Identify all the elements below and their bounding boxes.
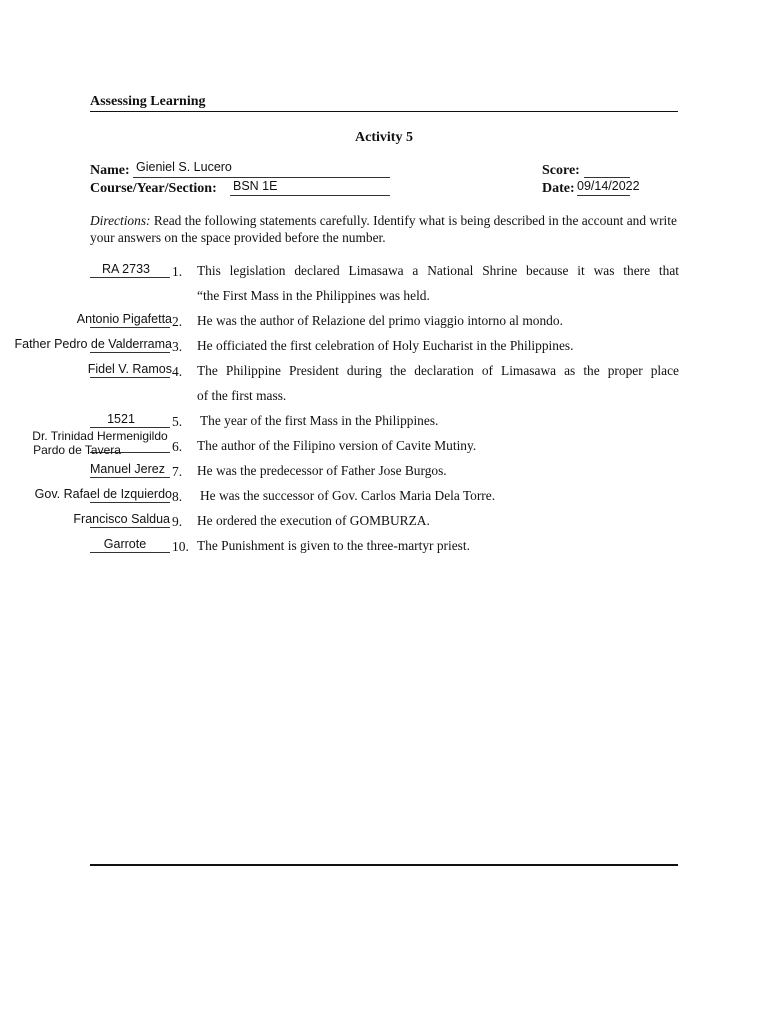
item-number: 6. [172, 439, 183, 454]
date-field[interactable]: 09/14/2022 [577, 179, 640, 193]
answer-field[interactable]: Francisco Saldua [73, 512, 170, 526]
item-statement: The author of the Filipino version of Cavite Mutiny. [197, 438, 477, 453]
activity-title: Activity 5 [355, 130, 413, 145]
item-number: 5. [172, 414, 183, 429]
answer-field[interactable]: Garrote [103, 537, 147, 551]
answer-field[interactable]: Antonio Pigafetta [76, 312, 172, 326]
answer-line [90, 327, 170, 328]
item-number: 7. [172, 464, 183, 479]
answer-field[interactable]: Fidel V. Ramos [87, 362, 172, 376]
answer-line [90, 552, 170, 553]
answer-field[interactable]: Father Pedro de Valderrama [14, 337, 172, 351]
answer-line [90, 377, 170, 378]
date-label: Date: [542, 181, 575, 196]
answer-field[interactable]: RA 2733 [102, 262, 150, 276]
score-underline [584, 177, 630, 178]
directions-text: Read the following statements carefully. Identify what is being described in the account and write your answers on the space provided before the number. [90, 213, 677, 245]
item-number: 10. [172, 539, 189, 554]
item-statement: The Punishment is given to the three-martyr priest. [197, 538, 470, 553]
item-number: 9. [172, 514, 183, 529]
answer-field[interactable]: Manuel Jerez [89, 462, 165, 476]
item-statement: He was the successor of Gov. Carlos Maria Dela Torre. [200, 488, 496, 503]
item-number: 4. [172, 364, 183, 379]
heading-divider [90, 111, 678, 112]
item-statement: This legislation declared Limasawa a National Shrine because it was there that [197, 263, 679, 278]
name-underline [133, 177, 390, 178]
date-underline [577, 195, 630, 196]
answer-field[interactable]: Gov. Rafael de Izquierdo [34, 487, 172, 501]
answer-field[interactable]: 1521 [107, 412, 135, 426]
answer-line [90, 352, 170, 353]
answer-line [90, 527, 170, 528]
item-statement: He officiated the first celebration of Holy Eucharist in the Philippines. [197, 338, 574, 353]
footer-divider [90, 864, 678, 866]
directions-label: Directions: [90, 213, 151, 228]
course-label: Course/Year/Section: [90, 181, 217, 196]
item-number: 1. [172, 264, 183, 279]
item-statement: He was the author of Relazione del primo viaggio intorno al mondo. [197, 313, 563, 328]
name-label: Name: [90, 163, 130, 178]
item-statement: The year of the first Mass in the Philippines. [200, 413, 439, 428]
answer-field[interactable]: Dr. Trinidad Hermenigildo [32, 429, 168, 443]
answer-line [90, 502, 170, 503]
item-number: 8. [172, 489, 183, 504]
item-statement-continued: of the first mass. [197, 388, 287, 403]
item-statement-continued: “the First Mass in the Philippines was held. [197, 288, 430, 303]
item-statement: The Philippine President during the declaration of Limasawa as the proper place [197, 363, 679, 378]
answer-line [90, 477, 170, 478]
name-field[interactable]: Gieniel S. Lucero [136, 160, 232, 174]
item-statement: He ordered the execution of GOMBURZA. [197, 513, 430, 528]
score-label: Score: [542, 163, 580, 178]
course-underline [230, 195, 390, 196]
item-statement: He was the predecessor of Father Jose Burgos. [197, 463, 447, 478]
course-field[interactable]: BSN 1E [233, 179, 278, 193]
section-heading: Assessing Learning [90, 94, 206, 109]
directions [90, 212, 680, 246]
item-number: 3. [172, 339, 183, 354]
item-number: 2. [172, 314, 183, 329]
answer-line [90, 277, 170, 278]
answer-line [90, 427, 170, 428]
answer-field-continued[interactable]: Pardo de Tavera [33, 443, 121, 457]
